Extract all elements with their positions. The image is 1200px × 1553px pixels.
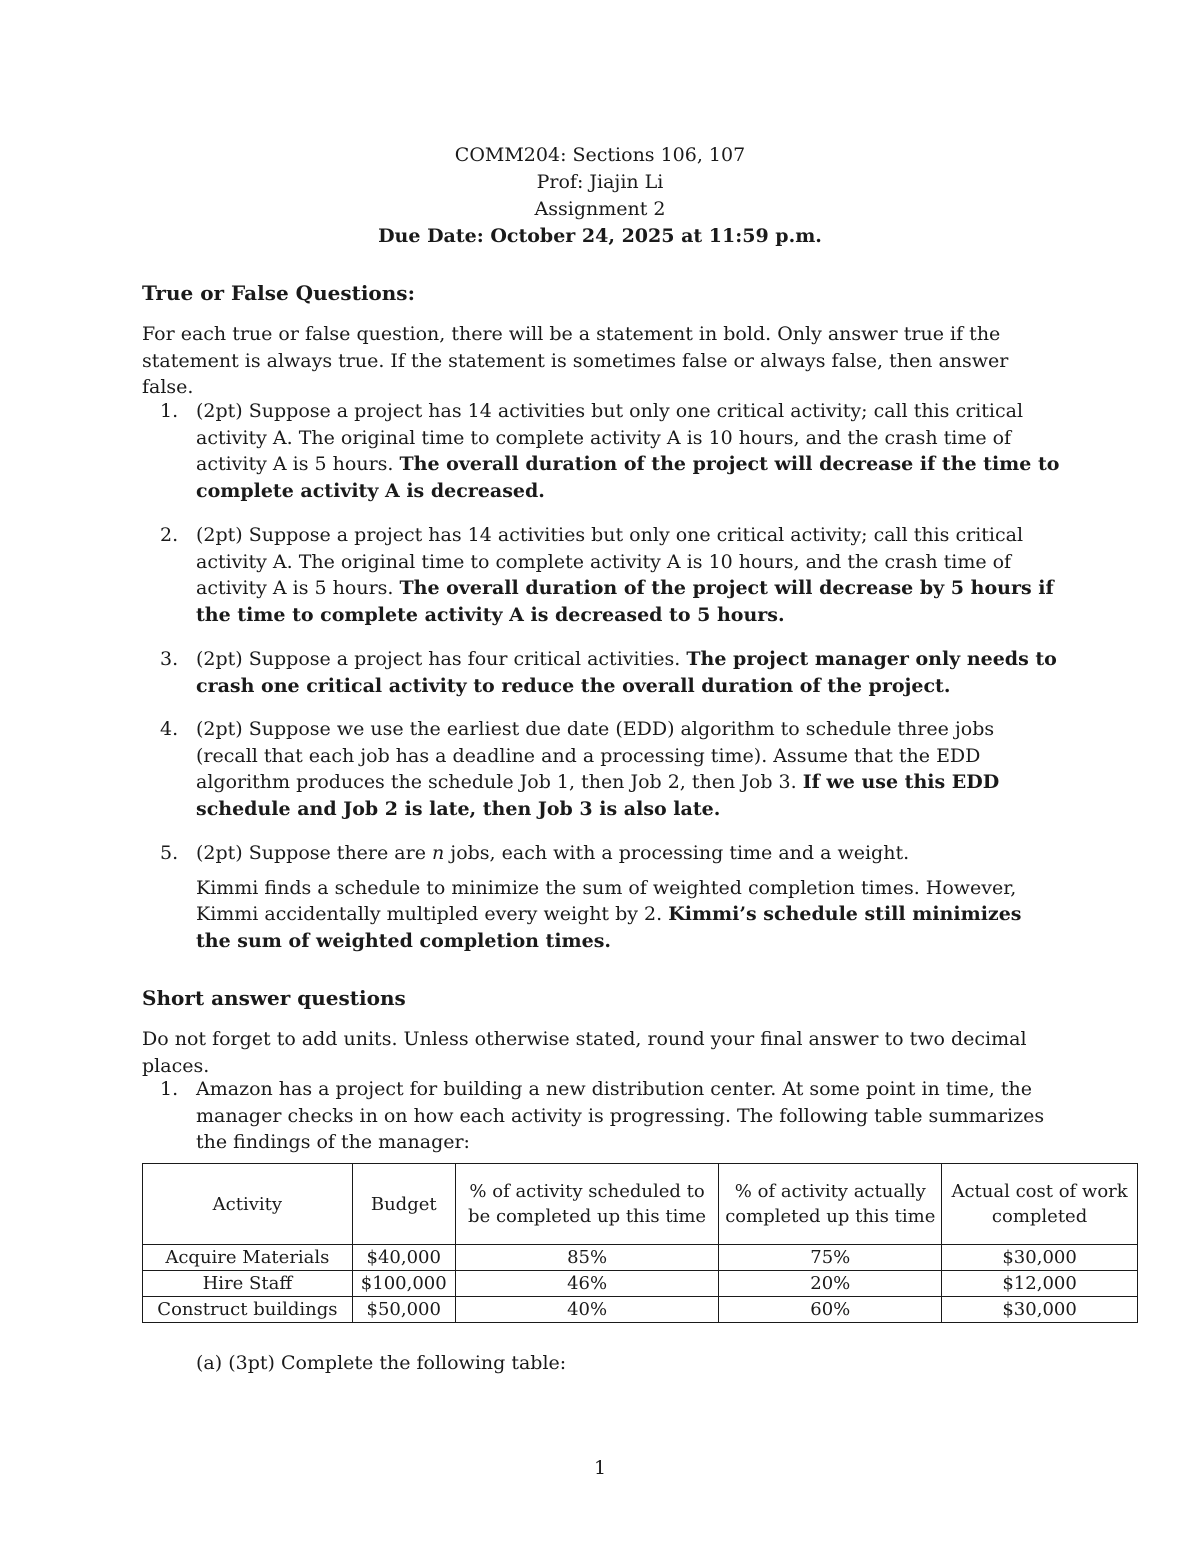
question-statement: The overall duration of the project will decrease if the time to complete activity A is decreased. — [196, 453, 1060, 502]
sa-section-title: Short answer questions — [142, 986, 406, 1010]
question-number: 1. — [160, 400, 179, 422]
question-text: (2pt) Suppose a project has 14 activities but only one critical activity; call this critical activity A. The original time to complete activity A is 10 hours, and the crash time of activity A is 5 hours. — [196, 400, 1024, 475]
table-cell: 46% — [455, 1271, 719, 1297]
question-text: (2pt) Suppose a project has 14 activities but only one critical activity; call this critical activity A. The original time to complete activity A is 10 hours, and the crash time of activity A is 5 hours. — [196, 524, 1024, 599]
column-header: Actual cost of work completed — [942, 1164, 1138, 1245]
table-cell: 20% — [719, 1271, 942, 1297]
table-cell: $40,000 — [352, 1245, 455, 1271]
table-header-row — [143, 1164, 1138, 1245]
question-text-2: Kimmi finds a schedule to minimize the sum of weighted completion times. However, Kimmi accidentally multipled every weight by 2. — [196, 876, 1017, 925]
table-cell: $30,000 — [942, 1245, 1138, 1271]
sa-intro: Do not forget to add units. Unless otherwise stated, round your final answer to two decimal places. — [142, 1028, 1027, 1077]
question-number: 3. — [160, 648, 179, 670]
tf-question-2 — [160, 522, 1060, 628]
table-cell: Hire Staff — [143, 1271, 353, 1297]
question-text: (2pt) Suppose we use the earliest due date (EDD) algorithm to schedule three jobs (recall that each job has a deadline and a processing time). Assume that the EDD algorithm produces the schedule Job 1, then Job 2, then Job 3. — [196, 718, 995, 793]
tf-section-title: True or False Questions: — [142, 281, 415, 305]
column-header: % of activity scheduled to be completed up this time — [455, 1164, 719, 1245]
document-header — [0, 142, 1200, 250]
tf-question-4 — [160, 716, 1060, 822]
table-cell: Construct buildings — [143, 1297, 353, 1323]
activity-progress-table — [142, 1163, 1138, 1323]
question-text: (2pt) Suppose there are — [196, 842, 426, 864]
table-cell: 40% — [455, 1297, 719, 1323]
question-text-cont: jobs, each with a processing time and a weight. — [450, 842, 910, 864]
due-date: Due Date: October 24, 2025 at 11:59 p.m. — [378, 225, 822, 247]
professor-name: Prof: Jiajin Li — [536, 171, 664, 193]
question-statement: The project manager only needs to crash one critical activity to reduce the overall duration of the project. — [196, 648, 1057, 697]
table-row — [143, 1245, 1138, 1271]
table-cell: $50,000 — [352, 1297, 455, 1323]
question-number: 2. — [160, 524, 179, 546]
page-number: 1 — [593, 1457, 607, 1479]
table-cell: 60% — [719, 1297, 942, 1323]
table-row — [143, 1271, 1138, 1297]
tf-intro: For each true or false question, there will be a statement in bold. Only answer true if the statement is always true. If the statement is sometimes false or always false, then answer false. — [142, 323, 1009, 398]
question-statement: The overall duration of the project will decrease by 5 hours if the time to complete activity A is decreased to 5 hours. — [196, 577, 1054, 626]
question-number: 5. — [160, 842, 179, 864]
question-text: (2pt) Suppose a project has four critical activities. — [196, 648, 681, 670]
table-cell: Acquire Materials — [143, 1245, 353, 1271]
table-cell: 85% — [455, 1245, 719, 1271]
assignment-title: Assignment 2 — [534, 198, 666, 220]
table-cell: $100,000 — [352, 1271, 455, 1297]
tf-question-3 — [160, 646, 1060, 699]
tf-question-1 — [160, 398, 1060, 504]
tf-question-5 — [160, 840, 1060, 954]
question-text: Amazon has a project for building a new distribution center. At some point in time, the manager checks in on how each activity is progressing. The following table summarizes the findings of the manager: — [196, 1078, 1045, 1153]
column-header: Budget — [352, 1164, 455, 1245]
sa-question-1 — [160, 1076, 1060, 1156]
question-number: 4. — [160, 718, 179, 740]
course-title: COMM204: Sections 106, 107 — [454, 144, 746, 166]
sub-question-a: (a) (3pt) Complete the following table: — [196, 1352, 567, 1374]
question-number: 1. — [160, 1078, 179, 1100]
variable-n: n — [432, 842, 445, 864]
table-cell: 75% — [719, 1245, 942, 1271]
column-header: Activity — [143, 1164, 353, 1245]
table-row — [143, 1297, 1138, 1323]
table-cell: $30,000 — [942, 1297, 1138, 1323]
question-statement: If we use this EDD schedule and Job 2 is late, then Job 3 is also late. — [196, 771, 1000, 820]
table-cell: $12,000 — [942, 1271, 1138, 1297]
column-header: % of activity actually completed up this time — [719, 1164, 942, 1245]
question-statement: Kimmi’s schedule still minimizes the sum of weighted completion times. — [196, 903, 1022, 952]
